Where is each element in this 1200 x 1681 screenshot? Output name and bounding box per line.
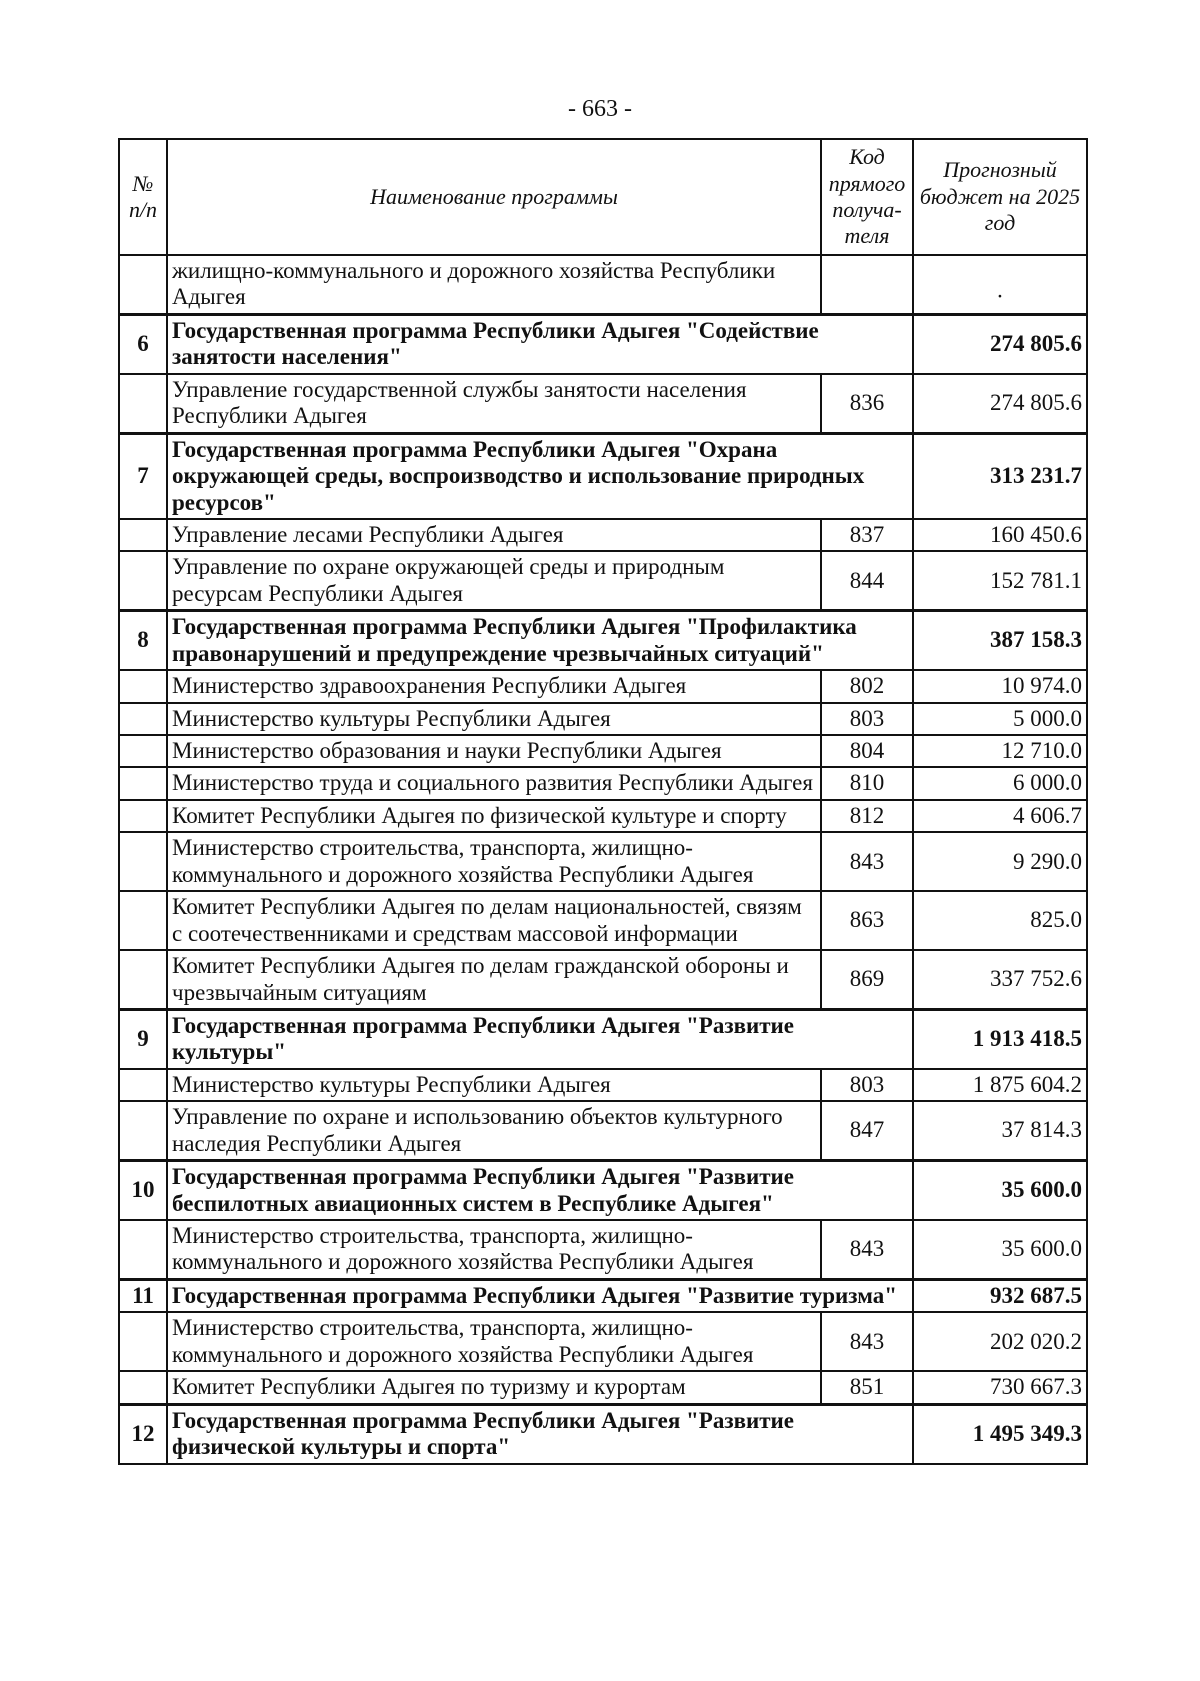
program-amount: 1 913 418.5: [913, 1009, 1087, 1068]
recipient-row: [119, 1312, 1087, 1371]
recipient-name: Министерство труда и социального развития Республики Адыгея: [167, 767, 821, 799]
recipient-code: 843: [821, 1220, 913, 1279]
program-row: [119, 1279, 1087, 1312]
recipient-name: Комитет Республики Адыгея по туризму и курортам: [167, 1371, 821, 1404]
recipient-row: [119, 950, 1087, 1009]
table-body: [119, 255, 1087, 1464]
recipient-name: Министерство здравоохранения Республики Адыгея: [167, 670, 821, 702]
recipient-row: [119, 1069, 1087, 1101]
continuation-row: [119, 255, 1087, 314]
recipient-name: Управление государственной службы занятости населения Республики Адыгея: [167, 374, 821, 433]
recipient-row: [119, 551, 1087, 610]
recipient-name: Министерство образования и науки Республики Адыгея: [167, 735, 821, 767]
recipient-code: 863: [821, 891, 913, 950]
recipient-code: 812: [821, 800, 913, 832]
recipient-code: 803: [821, 1069, 913, 1101]
program-row: [119, 611, 1087, 670]
table-header-row: [119, 139, 1087, 255]
recipient-amount: 1 875 604.2: [913, 1069, 1087, 1101]
recipient-amount: 5 000.0: [913, 703, 1087, 735]
recipient-amount: 274 805.6: [913, 374, 1087, 433]
program-row: [119, 433, 1087, 519]
recipient-row: [119, 891, 1087, 950]
recipient-row: [119, 1371, 1087, 1404]
program-row: [119, 1161, 1087, 1220]
header-num: № п/п: [119, 139, 167, 255]
program-title: Государственная программа Республики Адыгея "Развитие физической культуры и спорта": [167, 1404, 913, 1463]
recipient-code: 843: [821, 832, 913, 891]
recipient-name: Министерство культуры Республики Адыгея: [167, 703, 821, 735]
recipient-amount: 6 000.0: [913, 767, 1087, 799]
program-title: Государственная программа Республики Адыгея "Профилактика правонарушений и предупреждение чрезвычайных ситуаций": [167, 611, 913, 670]
page-number: - 663 -: [568, 96, 632, 122]
recipient-amount: 4 606.7: [913, 800, 1087, 832]
recipient-code: 851: [821, 1371, 913, 1404]
recipient-row: [119, 374, 1087, 433]
recipient-name: Комитет Республики Адыгея по физической культуре и спорту: [167, 800, 821, 832]
recipient-row: [119, 800, 1087, 832]
recipient-row: [119, 832, 1087, 891]
recipient-row: [119, 670, 1087, 702]
program-amount: 1 495 349.3: [913, 1404, 1087, 1463]
header-name: Наименование программы: [167, 139, 821, 255]
recipient-amount: 202 020.2: [913, 1312, 1087, 1371]
recipient-code: 810: [821, 767, 913, 799]
recipient-code: 836: [821, 374, 913, 433]
recipient-amount: 730 667.3: [913, 1371, 1087, 1404]
recipient-name: Управление лесами Республики Адыгея: [167, 519, 821, 551]
header-code: Код прямого получа-теля: [821, 139, 913, 255]
recipient-code: 843: [821, 1312, 913, 1371]
recipient-amount: 160 450.6: [913, 519, 1087, 551]
program-number: 9: [119, 1009, 167, 1068]
budget-table: [118, 138, 1088, 1465]
program-title: Государственная программа Республики Адыгея "Развитие культуры": [167, 1009, 913, 1068]
recipient-amount: 9 290.0: [913, 832, 1087, 891]
recipient-row: [119, 703, 1087, 735]
recipient-code: 803: [821, 703, 913, 735]
recipient-row: [119, 1101, 1087, 1160]
recipient-name: Министерство строительства, транспорта, жилищно-коммунального и дорожного хозяйства Республики Адыгея: [167, 832, 821, 891]
program-number: 8: [119, 611, 167, 670]
recipient-name: Министерство строительства, транспорта, жилищно-коммунального и дорожного хозяйства Республики Адыгея: [167, 1220, 821, 1279]
recipient-amount: 12 710.0: [913, 735, 1087, 767]
recipient-code: 837: [821, 519, 913, 551]
program-amount: 932 687.5: [913, 1279, 1087, 1312]
recipient-amount: 825.0: [913, 891, 1087, 950]
recipient-amount: 37 814.3: [913, 1101, 1087, 1160]
program-number: 6: [119, 314, 167, 373]
recipient-amount: 337 752.6: [913, 950, 1087, 1009]
program-number: 7: [119, 433, 167, 519]
recipient-name: Управление по охране окружающей среды и природным ресурсам Республики Адыгея: [167, 551, 821, 610]
recipient-amount: 10 974.0: [913, 670, 1087, 702]
recipient-name: Министерство строительства, транспорта, жилищно-коммунального и дорожного хозяйства Республики Адыгея: [167, 1312, 821, 1371]
recipient-row: [119, 767, 1087, 799]
program-title: Государственная программа Республики Адыгея "Развитие беспилотных авиационных систем в Республике Адыгея": [167, 1161, 913, 1220]
recipient-amount: 35 600.0: [913, 1220, 1087, 1279]
program-amount: 35 600.0: [913, 1161, 1087, 1220]
program-amount: 313 231.7: [913, 433, 1087, 519]
recipient-row: [119, 735, 1087, 767]
continuation-mark: ·: [913, 255, 1087, 314]
recipient-code: 844: [821, 551, 913, 610]
continuation-name: жилищно-коммунального и дорожного хозяйства Республики Адыгея: [167, 255, 821, 314]
recipient-name: Комитет Республики Адыгея по делам национальностей, связям с соотечественниками и средствам массовой информации: [167, 891, 821, 950]
header-budget: Прогнозный бюджет на 2025 год: [913, 139, 1087, 255]
recipient-code: 802: [821, 670, 913, 702]
program-row: [119, 314, 1087, 373]
recipient-code: 869: [821, 950, 913, 1009]
recipient-name: Управление по охране и использованию объектов культурного наследия Республики Адыгея: [167, 1101, 821, 1160]
program-row: [119, 1404, 1087, 1463]
recipient-amount: 152 781.1: [913, 551, 1087, 610]
program-title: Государственная программа Республики Адыгея "Содействие занятости населения": [167, 314, 913, 373]
recipient-name: Комитет Республики Адыгея по делам гражданской обороны и чрезвычайным ситуациям: [167, 950, 821, 1009]
recipient-row: [119, 1220, 1087, 1279]
program-row: [119, 1009, 1087, 1068]
program-title: Государственная программа Республики Адыгея "Развитие туризма": [167, 1279, 913, 1312]
program-number: 11: [119, 1279, 167, 1312]
recipient-code: 804: [821, 735, 913, 767]
program-amount: 387 158.3: [913, 611, 1087, 670]
program-number: 12: [119, 1404, 167, 1463]
recipient-code: 847: [821, 1101, 913, 1160]
recipient-row: [119, 519, 1087, 551]
program-title: Государственная программа Республики Адыгея "Охрана окружающей среды, воспроизводство и использование природных ресурсов": [167, 433, 913, 519]
recipient-name: Министерство культуры Республики Адыгея: [167, 1069, 821, 1101]
program-amount: 274 805.6: [913, 314, 1087, 373]
program-number: 10: [119, 1161, 167, 1220]
